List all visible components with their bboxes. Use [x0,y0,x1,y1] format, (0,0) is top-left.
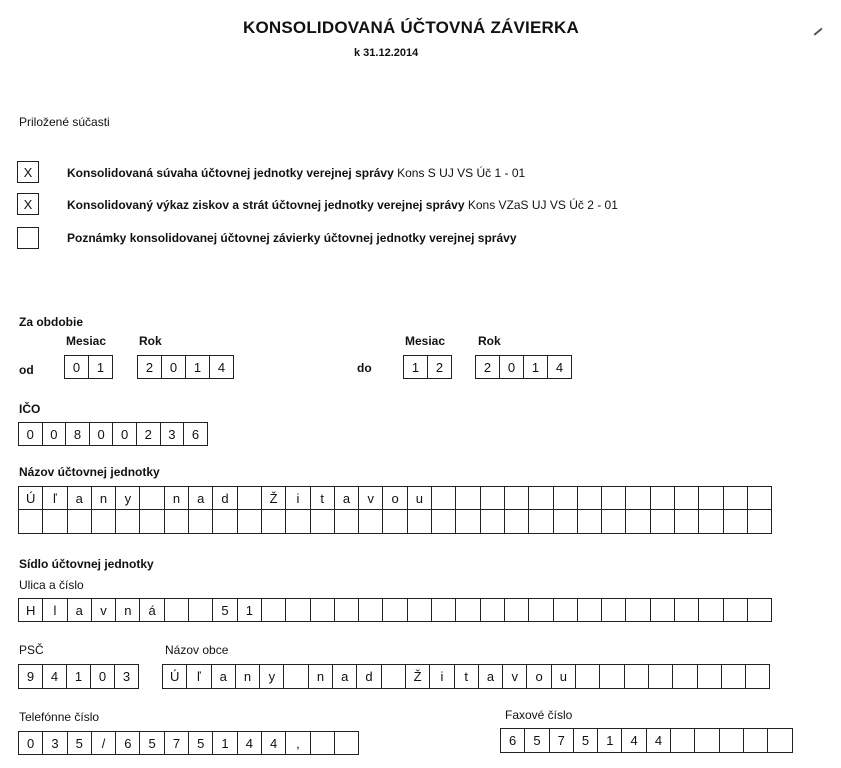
char-cell: 1 [67,665,91,688]
char-cell: a [68,599,92,621]
phone-label: Telefónne číslo [19,710,100,724]
char-cell: 0 [162,356,186,378]
char-cell [529,510,553,533]
char-cell [744,729,768,752]
attachment-item-balance [67,166,525,180]
char-cell [768,729,792,752]
char-cell: 2 [137,423,161,445]
char-cell [456,599,480,621]
char-cell: 3 [115,665,139,688]
char-cell: ľ [43,487,67,509]
period-label: Za obdobie [19,315,83,329]
char-cell: i [286,487,310,509]
page-title: KONSOLIDOVANÁ ÚČTOVNÁ ZÁVIERKA [243,18,579,37]
char-cell: 9 [19,665,43,688]
street-field[interactable] [18,598,772,622]
char-cell [432,487,456,509]
char-cell: 2 [138,356,162,378]
char-cell: á [140,599,164,621]
char-cell [626,487,650,509]
char-cell: a [333,665,357,688]
char-cell [505,510,529,533]
attachment-title: Konsolidovaný výkaz ziskov a strát účtovnej jednotky verejnej správy [67,198,465,212]
char-cell [213,510,237,533]
char-cell [748,599,772,621]
char-cell [165,510,189,533]
char-cell [189,510,213,533]
char-cell: 4 [548,356,572,378]
char-cell: o [383,487,407,509]
to-year-field[interactable] [475,355,572,379]
char-cell [284,665,308,688]
char-cell [578,510,602,533]
char-cell [408,510,432,533]
char-cell: n [236,665,260,688]
char-cell: 1 [524,356,548,378]
char-cell [481,487,505,509]
char-cell: ľ [187,665,211,688]
char-cell [189,599,213,621]
char-cell [724,510,748,533]
char-cell [383,510,407,533]
char-cell: 6 [116,732,140,754]
char-cell: 0 [113,423,137,445]
attachment-item-income [67,198,618,212]
ico-label: IČO [19,402,41,416]
char-cell [602,487,626,509]
char-cell [335,510,359,533]
char-cell [576,665,600,688]
fax-label: Faxové číslo [505,708,573,722]
char-cell: y [116,487,140,509]
char-cell: a [212,665,236,688]
char-cell [651,510,675,533]
char-cell: H [19,599,43,621]
char-cell: a [68,487,92,509]
char-cell [675,599,699,621]
char-cell [722,665,746,688]
char-cell [408,599,432,621]
street-label: Ulica a číslo [19,578,84,592]
char-cell: i [430,665,454,688]
char-cell: 0 [19,732,43,754]
char-cell [748,510,772,533]
seat-label: Sídlo účtovnej jednotky [19,557,154,571]
char-cell: a [479,665,503,688]
char-cell [529,487,553,509]
char-cell: 4 [262,732,286,754]
char-cell [554,599,578,621]
char-cell [699,487,723,509]
char-cell [578,487,602,509]
char-cell: 4 [238,732,262,754]
char-cell [626,510,650,533]
char-cell [698,665,722,688]
char-cell [695,729,719,752]
char-cell: 6 [184,423,208,445]
char-cell [359,510,383,533]
to-year-label: Rok [478,334,501,348]
char-cell: Ú [19,487,43,509]
char-cell [699,510,723,533]
attachment-checkbox-notes[interactable] [17,227,39,249]
char-cell: 4 [210,356,234,378]
char-cell [383,599,407,621]
char-cell: 0 [43,423,67,445]
name-field-row-2[interactable] [18,509,772,534]
from-label: od [19,363,34,377]
char-cell: / [92,732,116,754]
char-cell: 5 [68,732,92,754]
char-cell: n [116,599,140,621]
char-cell: a [335,487,359,509]
char-cell: l [43,599,67,621]
char-cell: Ž [262,487,286,509]
char-cell: y [260,665,284,688]
char-cell: u [408,487,432,509]
char-cell: 1 [598,729,622,752]
attachment-checkbox-income[interactable]: X [17,193,39,215]
from-month-field[interactable] [64,355,113,379]
char-cell [19,510,43,533]
char-cell [554,487,578,509]
char-cell [600,665,624,688]
char-cell: v [359,487,383,509]
char-cell [481,599,505,621]
char-cell: 0 [19,423,43,445]
from-month-label: Mesiac [66,334,107,348]
char-cell: 8 [66,423,90,445]
char-cell: 6 [501,729,525,752]
char-cell [116,510,140,533]
name-field-row-1[interactable] [18,486,772,510]
attachment-item-notes [67,231,517,245]
char-cell [481,510,505,533]
char-cell [359,599,383,621]
attachment-code: Kons S UJ VS Úč 1 - 01 [397,166,526,180]
char-cell: Ú [163,665,187,688]
char-cell [311,732,335,754]
char-cell [335,599,359,621]
char-cell: , [286,732,310,754]
char-cell [649,665,673,688]
char-cell [286,599,310,621]
to-month-label: Mesiac [405,334,446,348]
char-cell [286,510,310,533]
char-cell: 4 [647,729,671,752]
char-cell: 5 [140,732,164,754]
from-year-label: Rok [139,334,162,348]
char-cell [311,599,335,621]
char-cell [673,665,697,688]
char-cell: 1 [238,599,262,621]
char-cell [456,510,480,533]
attachment-code: Kons VZaS UJ VS Úč 2 - 01 [467,198,618,212]
char-cell: 5 [213,599,237,621]
char-cell: 1 [186,356,210,378]
char-cell [671,729,695,752]
char-cell [505,599,529,621]
char-cell [529,599,553,621]
char-cell [554,510,578,533]
char-cell: 0 [500,356,524,378]
char-cell [748,487,772,509]
char-cell: 0 [91,665,115,688]
char-cell: d [357,665,381,688]
char-cell [602,510,626,533]
char-cell: 7 [165,732,189,754]
from-year-field[interactable] [137,355,234,379]
char-cell: 0 [90,423,114,445]
char-cell [68,510,92,533]
char-cell: n [309,665,333,688]
char-cell: n [165,487,189,509]
char-cell [165,599,189,621]
char-cell [724,487,748,509]
char-cell: v [503,665,527,688]
attachments-label: Priložené súčasti [19,115,110,129]
char-cell: n [92,487,116,509]
char-cell [675,487,699,509]
char-cell [432,599,456,621]
name-label: Názov účtovnej jednotky [19,465,160,479]
char-cell [92,510,116,533]
char-cell: v [92,599,116,621]
char-cell [432,510,456,533]
date-line: k 31.12.2014 [354,47,419,59]
char-cell [720,729,744,752]
char-cell: 5 [189,732,213,754]
char-cell: u [552,665,576,688]
char-cell: 1 [404,356,428,378]
town-field[interactable] [162,664,770,689]
char-cell [140,510,164,533]
char-cell: 1 [213,732,237,754]
phone-field[interactable] [18,731,359,755]
char-cell: d [213,487,237,509]
town-label: Názov obce [165,643,229,657]
pen-mark-icon [814,28,827,41]
char-cell: 1 [89,356,113,378]
attachment-checkbox-balance[interactable]: X [17,161,39,183]
char-cell [699,599,723,621]
char-cell [43,510,67,533]
char-cell [262,510,286,533]
char-cell: 2 [476,356,500,378]
ico-field[interactable] [18,422,208,446]
char-cell [651,599,675,621]
char-cell [625,665,649,688]
char-cell: Ž [406,665,430,688]
char-cell [382,665,406,688]
char-cell [602,599,626,621]
char-cell: t [311,487,335,509]
char-cell: 4 [43,665,67,688]
char-cell: 7 [550,729,574,752]
char-cell [456,487,480,509]
char-cell: 5 [574,729,598,752]
psc-label: PSČ [19,643,44,657]
char-cell [651,487,675,509]
to-month-field[interactable] [403,355,452,379]
char-cell [505,487,529,509]
char-cell: a [189,487,213,509]
char-cell [578,599,602,621]
char-cell [238,487,262,509]
char-cell [311,510,335,533]
char-cell: 5 [525,729,549,752]
char-cell [262,599,286,621]
char-cell: 3 [43,732,67,754]
char-cell [140,487,164,509]
char-cell: t [455,665,479,688]
char-cell: 0 [65,356,89,378]
char-cell [724,599,748,621]
char-cell: 3 [161,423,185,445]
char-cell [746,665,770,688]
psc-field[interactable] [18,664,139,689]
char-cell [335,732,359,754]
to-label: do [357,361,372,375]
fax-field[interactable] [500,728,793,753]
char-cell: 2 [428,356,452,378]
char-cell [626,599,650,621]
attachment-title: Konsolidovaná súvaha účtovnej jednotky verejnej správy [67,166,394,180]
char-cell [238,510,262,533]
char-cell: 4 [622,729,646,752]
char-cell: o [527,665,551,688]
char-cell [675,510,699,533]
attachment-title: Poznámky konsolidovanej účtovnej závierky účtovnej jednotky verejnej správy [67,231,517,245]
